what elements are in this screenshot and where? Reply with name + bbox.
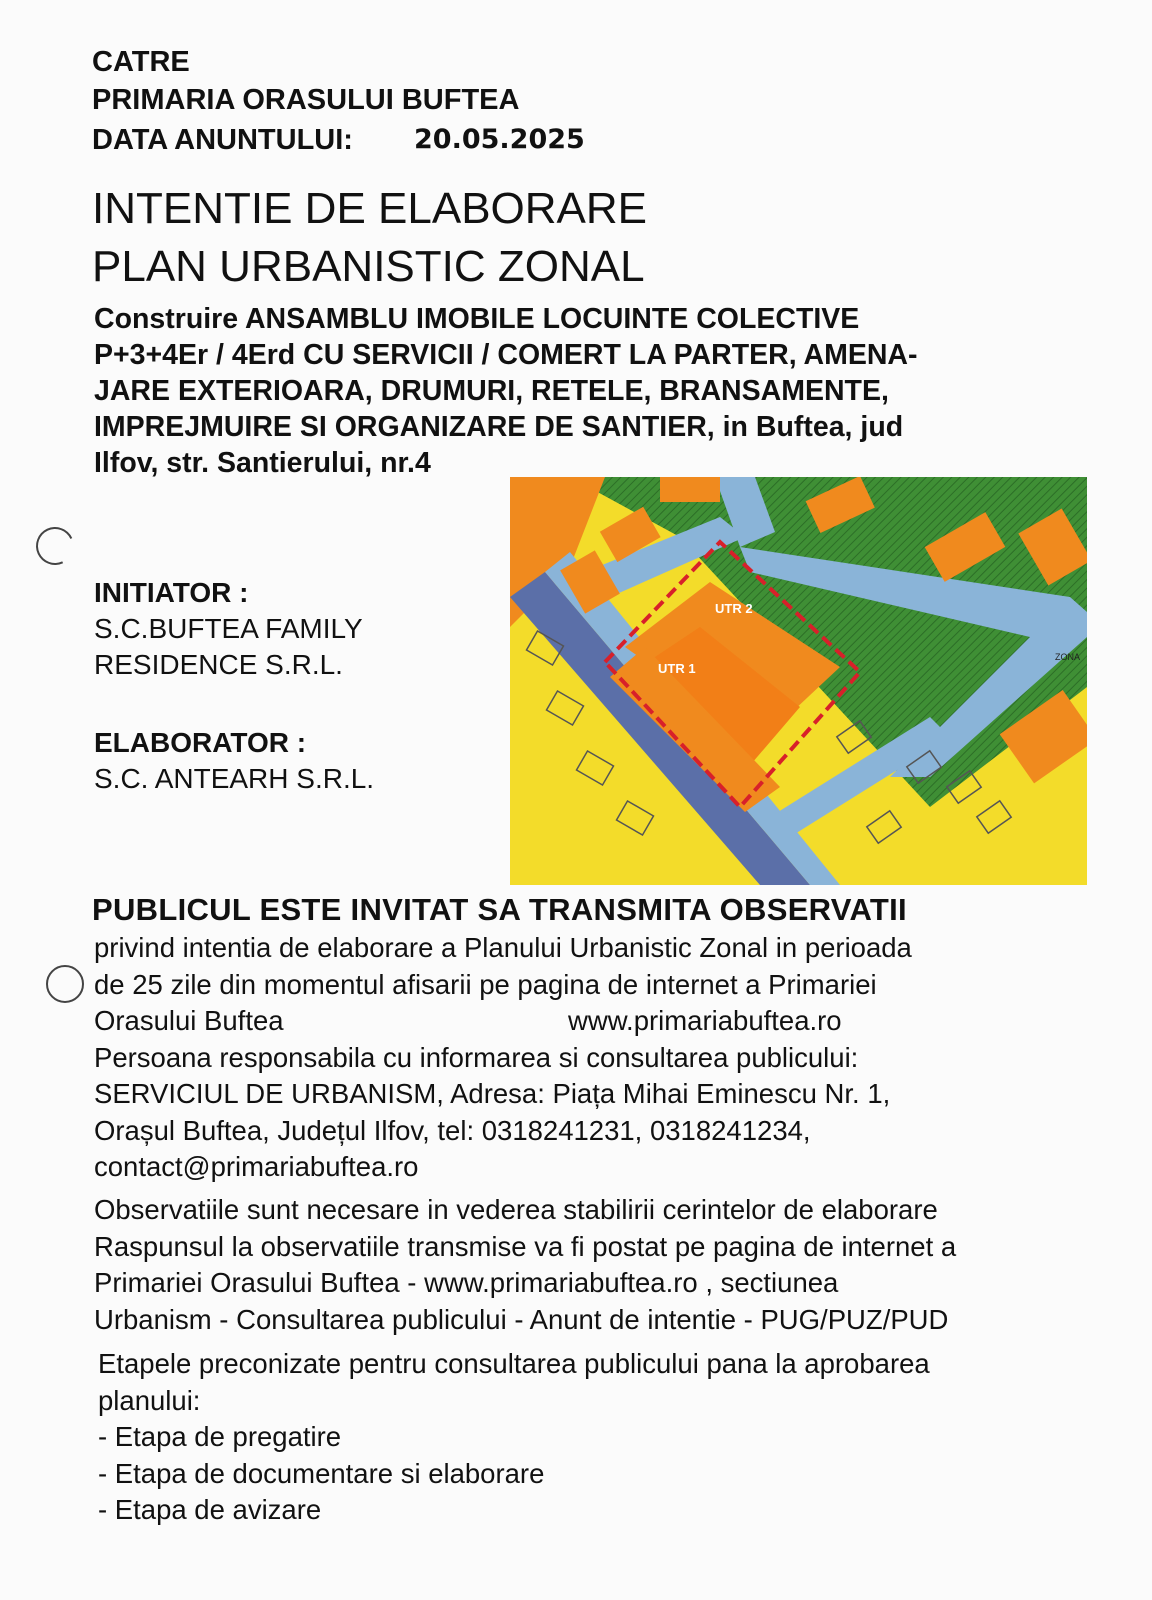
initiator-name-line1: S.C.BUFTEA FAMILY bbox=[94, 613, 363, 644]
recipient-authority: PRIMARIA ORASULUI BUFTEA bbox=[92, 84, 520, 116]
invitation-heading: PUBLICUL ESTE INVITAT SA TRANSMITA OBSERVATII bbox=[92, 892, 907, 927]
initiator-name-line2: RESIDENCE S.R.L. bbox=[94, 649, 343, 680]
elaborator-name: S.C. ANTEARH S.R.L. bbox=[94, 763, 375, 794]
stages-intro: planului: bbox=[98, 1384, 201, 1416]
elaborator-label: ELABORATOR : bbox=[94, 727, 307, 758]
site-plan-map bbox=[510, 477, 1087, 885]
recipient-label: CATRE bbox=[92, 46, 190, 78]
website-link[interactable]: www.primariabuftea.ro bbox=[568, 1005, 842, 1036]
observation-line: Primariei Orasului Buftea - www.primariabuftea.ro , sectiunea bbox=[94, 1267, 839, 1298]
document-title-line2: PLAN URBANISTIC ZONAL bbox=[92, 242, 645, 291]
project-line: Ilfov, str. Santierului, nr.4 bbox=[94, 447, 431, 479]
contact-line: Persoana responsabila cu informarea si consultarea publicului: bbox=[94, 1041, 859, 1073]
project-line: IMPREJMUIRE SI ORGANIZARE DE SANTIER, in Buftea, jud bbox=[94, 411, 904, 443]
document-title-line1: INTENTIE DE ELABORARE bbox=[92, 184, 648, 233]
announcement-date-label: DATA ANUNTULUI: bbox=[92, 124, 353, 156]
elaborator-block bbox=[94, 725, 374, 797]
announcement-date-value: 20.05.2025 bbox=[414, 124, 585, 155]
stage-item: - Etapa de pregatire bbox=[98, 1421, 342, 1452]
observation-line: Observatiile sunt necesare in vederea stabilirii cerintelor de elaborare bbox=[94, 1194, 938, 1225]
initiator-block bbox=[94, 575, 363, 683]
zone-label: ZONA bbox=[1055, 652, 1081, 662]
contact-email[interactable]: contact@primariabuftea.ro bbox=[94, 1151, 419, 1182]
observation-line: Raspunsul la observatiile transmise va fi postat pe pagina de internet a bbox=[94, 1230, 957, 1262]
project-line: JARE EXTERIOARA, DRUMURI, RETELE, BRANSAMENTE, bbox=[94, 375, 889, 407]
stages-block bbox=[98, 1346, 930, 1529]
punch-hole-bottom bbox=[46, 965, 84, 1003]
observation-line: Urbanism - Consultarea publicului - Anunt de intentie - PUG/PUZ/PUD bbox=[94, 1303, 949, 1335]
contact-line: SERVICIUL DE URBANISM, Adresa: Piața Mihai Eminescu Nr. 1, bbox=[94, 1078, 891, 1109]
punch-hole-top bbox=[31, 522, 80, 571]
invitation-line3 bbox=[94, 1003, 912, 1040]
site-plan-drawing bbox=[510, 477, 1087, 885]
stages-intro: Etapele preconizate pentru consultarea publicului pana la aprobarea bbox=[98, 1348, 930, 1379]
city-name: Orasului Buftea bbox=[94, 1005, 284, 1036]
project-description bbox=[94, 301, 917, 481]
contact-line: Orașul Buftea, Județul Ilfov, tel: 0318241231, 0318241234, bbox=[94, 1114, 811, 1146]
project-line: Construire ANSAMBLU IMOBILE LOCUINTE COLECTIVE bbox=[94, 303, 860, 335]
stage-item: - Etapa de documentare si elaborare bbox=[98, 1457, 545, 1489]
invitation-line: privind intentia de elaborare a Planului Urbanistic Zonal in perioada bbox=[94, 932, 912, 963]
utr2-label: UTR 2 bbox=[715, 601, 753, 616]
invitation-line: de 25 zile din momentul afisarii pe pagina de internet a Primariei bbox=[94, 968, 877, 1000]
initiator-label: INITIATOR : bbox=[94, 577, 249, 608]
observations-block bbox=[94, 1192, 956, 1338]
invitation-body bbox=[94, 930, 912, 1186]
stage-item: - Etapa de avizare bbox=[98, 1494, 322, 1525]
project-line: P+3+4Er / 4Erd CU SERVICII / COMERT LA PARTER, AMENA- bbox=[94, 339, 918, 371]
utr1-label: UTR 1 bbox=[658, 661, 696, 676]
